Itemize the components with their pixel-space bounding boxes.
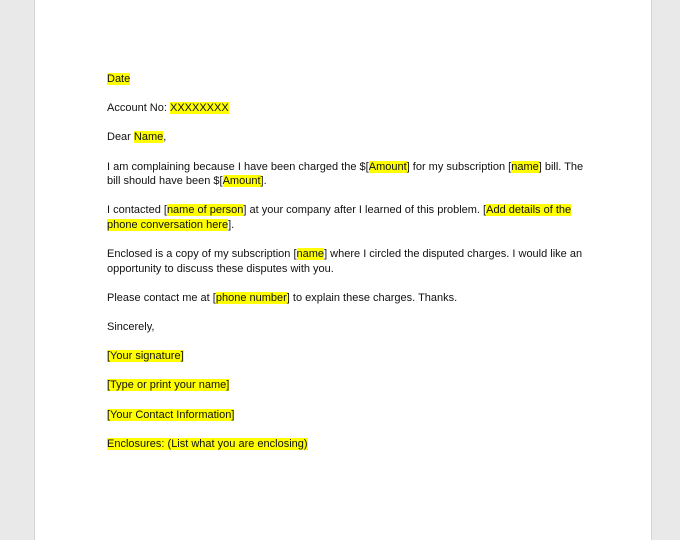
phone-details-placeholder: Add details of the phone conversation here: [107, 204, 572, 231]
text-run: ] at your company after I learned of this problem. [: [243, 204, 487, 217]
signature-line: [107, 349, 587, 364]
letter-body[interactable]: [107, 72, 587, 466]
salutation-prefix: Dear: [107, 131, 134, 144]
phone-number-placeholder: phone number: [215, 291, 287, 304]
date-line: [107, 72, 587, 87]
date-placeholder: Date: [107, 73, 131, 85]
text-run: ] where I circled the disputed charges. I would like an opportunity to discuss these disputes with you.: [107, 248, 583, 275]
closing: [107, 320, 587, 335]
paragraph-complaint: [107, 160, 587, 189]
correct-amount-placeholder: Amount: [222, 175, 261, 188]
signature-placeholder: [Your signature]: [107, 350, 184, 363]
person-name-placeholder: name of person: [166, 204, 244, 217]
salutation-suffix: ,: [163, 131, 167, 144]
enclosures-placeholder: Enclosures: (List what you are enclosing): [107, 437, 308, 450]
account-label: Account No:: [107, 102, 170, 115]
text-run: Enclosed is a copy of my subscription [: [107, 248, 297, 261]
contact-info-placeholder: [Your Contact Information]: [107, 408, 235, 421]
subscription-name-placeholder: name: [511, 160, 539, 173]
text-run: I am complaining because I have been charged the $[: [107, 160, 369, 173]
account-number-placeholder: XXXXXXXX: [169, 102, 229, 115]
text-run: Please contact me at [: [107, 291, 216, 304]
text-run: ] for my subscription [: [406, 160, 512, 173]
text-run: ].: [228, 218, 235, 231]
text-run: ] bill. The bill should have been $[: [107, 160, 584, 188]
printed-name-placeholder: [Type or print your name]: [107, 379, 230, 392]
text-run: ] to explain these charges. Thanks.: [286, 291, 458, 304]
text-run: I contacted [: [107, 204, 167, 217]
amount-placeholder: Amount: [368, 160, 407, 173]
closing-text: Sincerely,: [107, 321, 155, 334]
contact-info-line: [107, 408, 587, 423]
recipient-name-placeholder: Name: [133, 131, 164, 144]
printed-name-line: [107, 378, 587, 393]
paragraph-enclosed: [107, 247, 587, 276]
salutation: [107, 130, 587, 145]
text-run: ].: [260, 175, 267, 188]
paragraph-contact-me: [107, 291, 587, 306]
account-line: [107, 101, 587, 116]
enclosures-line: [107, 437, 587, 452]
document-page: [34, 0, 652, 540]
paragraph-contacted: [107, 203, 587, 232]
subscription-name-placeholder-2: name: [296, 248, 325, 261]
